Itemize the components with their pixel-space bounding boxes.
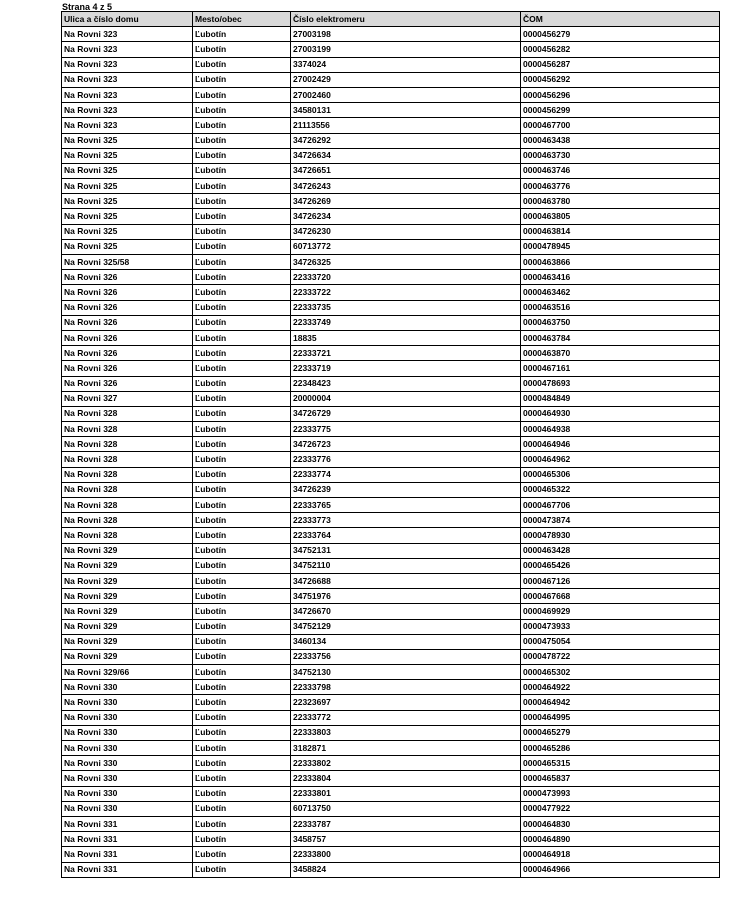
cell-com: 0000464930 [521, 406, 720, 421]
column-header-city: Mesto/obec [193, 12, 291, 27]
cell-city: Ľubotín [193, 285, 291, 300]
cell-city: Ľubotín [193, 756, 291, 771]
cell-street: Na Rovni 330 [62, 710, 193, 725]
cell-city: Ľubotín [193, 209, 291, 224]
cell-meter-number: 60713750 [291, 801, 521, 816]
cell-meter-number: 3460134 [291, 634, 521, 649]
table-row [62, 133, 720, 148]
cell-com: 0000464942 [521, 695, 720, 710]
cell-com: 0000478722 [521, 649, 720, 664]
cell-street: Na Rovni 326 [62, 285, 193, 300]
table-row [62, 649, 720, 664]
cell-com: 0000465302 [521, 665, 720, 680]
table-row [62, 118, 720, 133]
table-row [62, 513, 720, 528]
cell-com: 0000467668 [521, 589, 720, 604]
cell-city: Ľubotín [193, 179, 291, 194]
table-row [62, 346, 720, 361]
cell-city: Ľubotín [193, 300, 291, 315]
cell-city: Ľubotín [193, 72, 291, 87]
cell-city: Ľubotín [193, 725, 291, 740]
cell-city: Ľubotín [193, 194, 291, 209]
cell-city: Ľubotín [193, 619, 291, 634]
table-row [62, 103, 720, 118]
cell-com: 0000463516 [521, 300, 720, 315]
table-row [62, 285, 720, 300]
cell-city: Ľubotín [193, 847, 291, 862]
cell-street: Na Rovni 330 [62, 680, 193, 695]
cell-street: Na Rovni 326 [62, 346, 193, 361]
table-row [62, 756, 720, 771]
cell-city: Ľubotín [193, 634, 291, 649]
cell-meter-number: 3374024 [291, 57, 521, 72]
cell-meter-number: 22333722 [291, 285, 521, 300]
cell-street: Na Rovni 330 [62, 741, 193, 756]
cell-city: Ľubotín [193, 573, 291, 588]
cell-street: Na Rovni 328 [62, 452, 193, 467]
table-row [62, 695, 720, 710]
cell-com: 0000465286 [521, 741, 720, 756]
cell-com: 0000464966 [521, 862, 720, 877]
cell-meter-number: 21113556 [291, 118, 521, 133]
table-row [62, 27, 720, 42]
cell-meter-number: 34726729 [291, 406, 521, 421]
table-row [62, 361, 720, 376]
cell-city: Ľubotín [193, 741, 291, 756]
cell-com: 0000464830 [521, 816, 720, 831]
cell-street: Na Rovni 326 [62, 361, 193, 376]
table-row [62, 422, 720, 437]
table-row [62, 87, 720, 102]
cell-com: 0000478930 [521, 528, 720, 543]
cell-street: Na Rovni 328 [62, 437, 193, 452]
cell-street: Na Rovni 323 [62, 42, 193, 57]
cell-com: 0000463780 [521, 194, 720, 209]
cell-com: 0000478945 [521, 239, 720, 254]
cell-meter-number: 22348423 [291, 376, 521, 391]
cell-meter-number: 22323697 [291, 695, 521, 710]
cell-meter-number: 3458757 [291, 832, 521, 847]
cell-city: Ľubotín [193, 255, 291, 270]
table-row [62, 437, 720, 452]
table-row [62, 741, 720, 756]
cell-street: Na Rovni 329 [62, 573, 193, 588]
cell-com: 0000484849 [521, 391, 720, 406]
cell-city: Ľubotín [193, 498, 291, 513]
cell-city: Ľubotín [193, 406, 291, 421]
cell-city: Ľubotín [193, 346, 291, 361]
cell-meter-number: 22333735 [291, 300, 521, 315]
cell-meter-number: 34580131 [291, 103, 521, 118]
cell-street: Na Rovni 328 [62, 467, 193, 482]
cell-com: 0000464938 [521, 422, 720, 437]
table-row [62, 148, 720, 163]
cell-com: 0000467700 [521, 118, 720, 133]
cell-com: 0000456279 [521, 27, 720, 42]
cell-street: Na Rovni 330 [62, 695, 193, 710]
meter-table [61, 11, 720, 878]
table-row [62, 862, 720, 877]
cell-street: Na Rovni 331 [62, 832, 193, 847]
table-row [62, 619, 720, 634]
cell-city: Ľubotín [193, 361, 291, 376]
cell-city: Ľubotín [193, 816, 291, 831]
cell-com: 0000456282 [521, 42, 720, 57]
cell-street: Na Rovni 326 [62, 330, 193, 345]
column-header-com: ČOM [521, 12, 720, 27]
cell-city: Ľubotín [193, 665, 291, 680]
cell-com: 0000464890 [521, 832, 720, 847]
cell-city: Ľubotín [193, 239, 291, 254]
table-row [62, 498, 720, 513]
cell-street: Na Rovni 325 [62, 224, 193, 239]
table-row [62, 300, 720, 315]
cell-meter-number: 34752129 [291, 619, 521, 634]
cell-city: Ľubotín [193, 543, 291, 558]
cell-com: 0000464918 [521, 847, 720, 862]
cell-street: Na Rovni 325 [62, 209, 193, 224]
cell-com: 0000456287 [521, 57, 720, 72]
cell-com: 0000463870 [521, 346, 720, 361]
cell-meter-number: 34726243 [291, 179, 521, 194]
cell-com: 0000473933 [521, 619, 720, 634]
cell-com: 0000463428 [521, 543, 720, 558]
cell-meter-number: 20000004 [291, 391, 521, 406]
table-row [62, 315, 720, 330]
cell-street: Na Rovni 323 [62, 103, 193, 118]
cell-meter-number: 22333776 [291, 452, 521, 467]
cell-meter-number: 22333801 [291, 786, 521, 801]
cell-meter-number: 22333720 [291, 270, 521, 285]
cell-com: 0000464995 [521, 710, 720, 725]
cell-street: Na Rovni 325 [62, 194, 193, 209]
cell-meter-number: 34726325 [291, 255, 521, 270]
cell-com: 0000467161 [521, 361, 720, 376]
column-header-meter-number: Číslo elektromeru [291, 12, 521, 27]
cell-com: 0000465279 [521, 725, 720, 740]
table-row [62, 771, 720, 786]
table-row [62, 482, 720, 497]
cell-city: Ľubotín [193, 118, 291, 133]
cell-street: Na Rovni 326 [62, 300, 193, 315]
cell-street: Na Rovni 330 [62, 801, 193, 816]
column-header-street: Ulica a číslo domu [62, 12, 193, 27]
page-number-label: Strana 4 z 5 [62, 2, 113, 12]
table-row [62, 224, 720, 239]
table-row [62, 832, 720, 847]
cell-com: 0000463776 [521, 179, 720, 194]
cell-meter-number: 22333775 [291, 422, 521, 437]
cell-meter-number: 18835 [291, 330, 521, 345]
cell-city: Ľubotín [193, 862, 291, 877]
cell-com: 0000477922 [521, 801, 720, 816]
cell-meter-number: 34726670 [291, 604, 521, 619]
cell-street: Na Rovni 330 [62, 725, 193, 740]
cell-meter-number: 22333772 [291, 710, 521, 725]
table-row [62, 194, 720, 209]
cell-city: Ľubotín [193, 42, 291, 57]
cell-com: 0000463805 [521, 209, 720, 224]
cell-street: Na Rovni 329 [62, 649, 193, 664]
cell-com: 0000464922 [521, 680, 720, 695]
cell-meter-number: 22333721 [291, 346, 521, 361]
cell-city: Ľubotín [193, 437, 291, 452]
cell-street: Na Rovni 329 [62, 619, 193, 634]
cell-street: Na Rovni 328 [62, 406, 193, 421]
cell-com: 0000467706 [521, 498, 720, 513]
table-row [62, 573, 720, 588]
cell-street: Na Rovni 329 [62, 589, 193, 604]
table-row [62, 710, 720, 725]
table-row [62, 179, 720, 194]
cell-city: Ľubotín [193, 589, 291, 604]
cell-meter-number: 22333749 [291, 315, 521, 330]
cell-city: Ľubotín [193, 27, 291, 42]
cell-com: 0000467126 [521, 573, 720, 588]
cell-meter-number: 22333774 [291, 467, 521, 482]
cell-city: Ľubotín [193, 133, 291, 148]
cell-com: 0000463750 [521, 315, 720, 330]
cell-street: Na Rovni 325 [62, 148, 193, 163]
cell-street: Na Rovni 325/58 [62, 255, 193, 270]
table-row [62, 467, 720, 482]
cell-meter-number: 34726292 [291, 133, 521, 148]
table-row [62, 680, 720, 695]
cell-city: Ľubotín [193, 148, 291, 163]
table-row [62, 816, 720, 831]
cell-street: Na Rovni 331 [62, 847, 193, 862]
cell-street: Na Rovni 328 [62, 422, 193, 437]
cell-meter-number: 34752110 [291, 558, 521, 573]
cell-street: Na Rovni 323 [62, 87, 193, 102]
cell-city: Ľubotín [193, 315, 291, 330]
cell-com: 0000465315 [521, 756, 720, 771]
cell-city: Ľubotín [193, 528, 291, 543]
table-row [62, 665, 720, 680]
cell-street: Na Rovni 329 [62, 634, 193, 649]
cell-street: Na Rovni 325 [62, 133, 193, 148]
cell-city: Ľubotín [193, 376, 291, 391]
cell-com: 0000463416 [521, 270, 720, 285]
cell-city: Ľubotín [193, 649, 291, 664]
cell-street: Na Rovni 325 [62, 239, 193, 254]
table-row [62, 57, 720, 72]
cell-street: Na Rovni 326 [62, 376, 193, 391]
table-row [62, 391, 720, 406]
cell-meter-number: 34726688 [291, 573, 521, 588]
cell-meter-number: 34726269 [291, 194, 521, 209]
table-row [62, 163, 720, 178]
cell-meter-number: 22333804 [291, 771, 521, 786]
table-row [62, 270, 720, 285]
cell-meter-number: 27002429 [291, 72, 521, 87]
table-row [62, 801, 720, 816]
table-row [62, 42, 720, 57]
cell-meter-number: 22333800 [291, 847, 521, 862]
cell-street: Na Rovni 328 [62, 498, 193, 513]
cell-street: Na Rovni 327 [62, 391, 193, 406]
cell-city: Ľubotín [193, 467, 291, 482]
cell-city: Ľubotín [193, 103, 291, 118]
cell-meter-number: 3458824 [291, 862, 521, 877]
table-row [62, 528, 720, 543]
cell-meter-number: 27003199 [291, 42, 521, 57]
cell-city: Ľubotín [193, 87, 291, 102]
cell-com: 0000456299 [521, 103, 720, 118]
cell-street: Na Rovni 325 [62, 163, 193, 178]
cell-city: Ľubotín [193, 513, 291, 528]
table-row [62, 847, 720, 862]
cell-meter-number: 22333798 [291, 680, 521, 695]
cell-street: Na Rovni 325 [62, 179, 193, 194]
cell-com: 0000469929 [521, 604, 720, 619]
table-row [62, 604, 720, 619]
cell-street: Na Rovni 331 [62, 816, 193, 831]
table-row [62, 558, 720, 573]
cell-com: 0000463784 [521, 330, 720, 345]
cell-meter-number: 22333764 [291, 528, 521, 543]
table-row [62, 330, 720, 345]
table-row [62, 543, 720, 558]
table-row [62, 239, 720, 254]
cell-street: Na Rovni 330 [62, 786, 193, 801]
cell-street: Na Rovni 323 [62, 72, 193, 87]
table-row [62, 209, 720, 224]
cell-street: Na Rovni 326 [62, 270, 193, 285]
cell-com: 0000463438 [521, 133, 720, 148]
cell-meter-number: 34726634 [291, 148, 521, 163]
cell-com: 0000464946 [521, 437, 720, 452]
cell-city: Ľubotín [193, 680, 291, 695]
cell-meter-number: 34726651 [291, 163, 521, 178]
table-row [62, 634, 720, 649]
table-row [62, 589, 720, 604]
cell-com: 0000465306 [521, 467, 720, 482]
cell-com: 0000464962 [521, 452, 720, 467]
cell-com: 0000465426 [521, 558, 720, 573]
cell-com: 0000463746 [521, 163, 720, 178]
table-row [62, 255, 720, 270]
cell-com: 0000463866 [521, 255, 720, 270]
table-row [62, 406, 720, 421]
cell-meter-number: 22333802 [291, 756, 521, 771]
cell-city: Ľubotín [193, 422, 291, 437]
cell-city: Ľubotín [193, 771, 291, 786]
cell-com: 0000463462 [521, 285, 720, 300]
cell-meter-number: 22333787 [291, 816, 521, 831]
cell-com: 0000473993 [521, 786, 720, 801]
cell-com: 0000463814 [521, 224, 720, 239]
table-row [62, 452, 720, 467]
cell-meter-number: 22333719 [291, 361, 521, 376]
cell-com: 0000473874 [521, 513, 720, 528]
cell-com: 0000465837 [521, 771, 720, 786]
cell-com: 0000465322 [521, 482, 720, 497]
cell-meter-number: 22333756 [291, 649, 521, 664]
cell-meter-number: 34726239 [291, 482, 521, 497]
cell-com: 0000456296 [521, 87, 720, 102]
cell-meter-number: 34726234 [291, 209, 521, 224]
cell-street: Na Rovni 328 [62, 513, 193, 528]
cell-city: Ľubotín [193, 695, 291, 710]
cell-city: Ľubotín [193, 452, 291, 467]
cell-street: Na Rovni 326 [62, 315, 193, 330]
cell-com: 0000475054 [521, 634, 720, 649]
cell-city: Ľubotín [193, 482, 291, 497]
table-header-row [62, 12, 720, 27]
cell-city: Ľubotín [193, 57, 291, 72]
cell-street: Na Rovni 330 [62, 771, 193, 786]
cell-meter-number: 22333773 [291, 513, 521, 528]
cell-com: 0000463730 [521, 148, 720, 163]
cell-street: Na Rovni 328 [62, 482, 193, 497]
table-row [62, 376, 720, 391]
cell-meter-number: 34752131 [291, 543, 521, 558]
cell-street: Na Rovni 330 [62, 756, 193, 771]
cell-city: Ľubotín [193, 558, 291, 573]
cell-city: Ľubotín [193, 391, 291, 406]
cell-street: Na Rovni 329 [62, 558, 193, 573]
cell-meter-number: 34726723 [291, 437, 521, 452]
cell-city: Ľubotín [193, 801, 291, 816]
table-row [62, 725, 720, 740]
cell-city: Ľubotín [193, 832, 291, 847]
cell-city: Ľubotín [193, 224, 291, 239]
cell-street: Na Rovni 329/66 [62, 665, 193, 680]
cell-meter-number: 27003198 [291, 27, 521, 42]
cell-com: 0000456292 [521, 72, 720, 87]
cell-street: Na Rovni 331 [62, 862, 193, 877]
cell-meter-number: 34751976 [291, 589, 521, 604]
cell-city: Ľubotín [193, 330, 291, 345]
table-row [62, 786, 720, 801]
cell-street: Na Rovni 323 [62, 27, 193, 42]
cell-meter-number: 3182871 [291, 741, 521, 756]
cell-meter-number: 27002460 [291, 87, 521, 102]
cell-city: Ľubotín [193, 270, 291, 285]
cell-meter-number: 22333803 [291, 725, 521, 740]
cell-meter-number: 60713772 [291, 239, 521, 254]
cell-city: Ľubotín [193, 710, 291, 725]
cell-com: 0000478693 [521, 376, 720, 391]
cell-city: Ľubotín [193, 786, 291, 801]
cell-street: Na Rovni 328 [62, 528, 193, 543]
cell-street: Na Rovni 323 [62, 118, 193, 133]
cell-city: Ľubotín [193, 604, 291, 619]
cell-meter-number: 34752130 [291, 665, 521, 680]
table-body [62, 27, 720, 878]
cell-meter-number: 34726230 [291, 224, 521, 239]
cell-street: Na Rovni 323 [62, 57, 193, 72]
table-row [62, 72, 720, 87]
cell-street: Na Rovni 329 [62, 543, 193, 558]
cell-city: Ľubotín [193, 163, 291, 178]
cell-street: Na Rovni 329 [62, 604, 193, 619]
cell-meter-number: 22333765 [291, 498, 521, 513]
